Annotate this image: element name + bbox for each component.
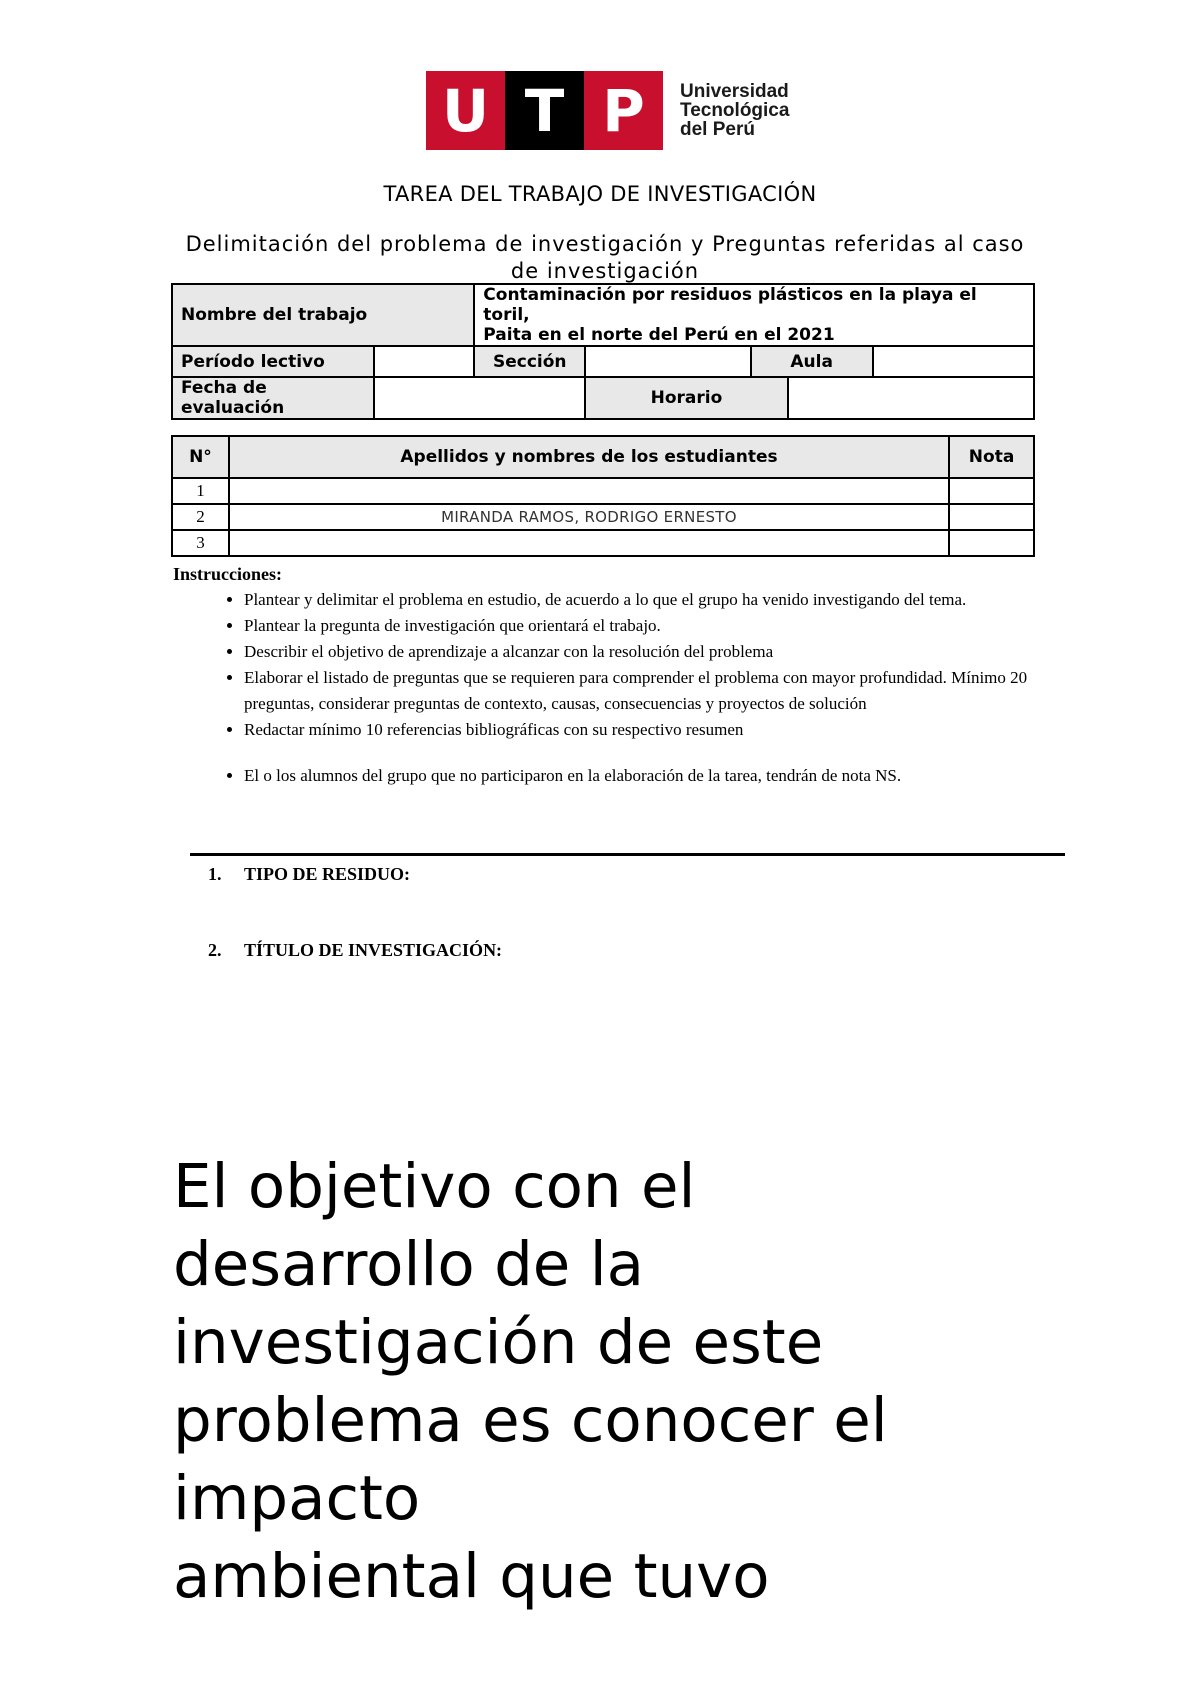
- logo-letter-u: U: [426, 71, 505, 150]
- list-item: • Elaborar el listado de preguntas que se requieren para comprender el problema con mayor profundidad. Mínimo 20 preguntas, considerar preguntas de contexto, causas, consecuencias y proyectos de solución: [244, 665, 1043, 717]
- horizontal-divider: [190, 853, 1065, 856]
- student-grade: [949, 530, 1034, 556]
- section-label: TÍTULO DE INVESTIGACIÓN:: [244, 940, 503, 960]
- work-name-value: [474, 284, 1034, 346]
- objective-line: ambiental que tuvo: [173, 1541, 770, 1612]
- col-name-header: Apellidos y nombres de los estudiantes: [229, 436, 949, 478]
- work-info-table: [171, 283, 1035, 420]
- section-residue-type: [208, 864, 410, 885]
- objective-line: impacto: [173, 1463, 421, 1534]
- logo-wordmark: [680, 82, 789, 139]
- section-number: 2.: [208, 940, 222, 960]
- row-number: 2: [172, 504, 229, 530]
- student-grade: [949, 478, 1034, 504]
- objective-line: investigación de este: [173, 1307, 824, 1378]
- student-name: [229, 478, 949, 504]
- work-name-line-2: Paita en el norte del Perú en el 2021: [483, 325, 835, 345]
- row-number: 1: [172, 478, 229, 504]
- instructions-title: Instrucciones:: [173, 564, 282, 584]
- students-table: [171, 435, 1035, 557]
- objective-paragraph: [173, 1148, 1173, 1616]
- logo-line-3: del Perú: [680, 119, 755, 140]
- work-name-label: Nombre del trabajo: [172, 284, 474, 346]
- objective-line: El objetivo con el: [173, 1151, 696, 1222]
- document-title: TAREA DEL TRABAJO DE INVESTIGACIÓN: [383, 182, 817, 206]
- objective-line: desarrollo de la: [173, 1229, 645, 1300]
- schedule-label: Horario: [585, 377, 788, 419]
- student-name: MIRANDA RAMOS, RODRIGO ERNESTO: [229, 504, 949, 530]
- student-grade: [949, 504, 1034, 530]
- evaluation-date-value: [374, 377, 586, 419]
- col-number-header: N°: [172, 436, 229, 478]
- list-item: • El o los alumnos del grupo que no participaron en la elaboración de la tarea, tendrán de nota NS.: [244, 763, 1043, 789]
- period-label: Período lectivo: [172, 346, 374, 377]
- instructions-list: [173, 587, 1043, 789]
- section-research-title: [208, 940, 502, 961]
- objective-line: problema es conocer el: [173, 1385, 888, 1456]
- logo-line-1: Universidad: [680, 81, 789, 102]
- schedule-value: [788, 377, 1034, 419]
- section-label: Sección: [474, 346, 585, 377]
- period-value: [374, 346, 475, 377]
- classroom-value: [873, 346, 1034, 377]
- section-number: 1.: [208, 864, 222, 884]
- list-item: • Plantear la pregunta de investigación que orientará el trabajo.: [244, 613, 1043, 639]
- logo-letter-t: T: [505, 71, 584, 150]
- section-value: [585, 346, 751, 377]
- table-row: [172, 504, 1034, 530]
- logo-letter-p: P: [584, 71, 663, 150]
- table-row: [172, 478, 1034, 504]
- section-label: TIPO DE RESIDUO:: [244, 864, 411, 884]
- instructions-block: [173, 564, 1043, 789]
- list-item: • Redactar mínimo 10 referencias bibliográficas con su respectivo resumen: [244, 717, 1043, 743]
- col-grade-header: Nota: [949, 436, 1034, 478]
- row-number: 3: [172, 530, 229, 556]
- work-name-line-1: Contaminación por residuos plásticos en la playa el toril,: [483, 285, 977, 325]
- student-name: [229, 530, 949, 556]
- classroom-label: Aula: [751, 346, 873, 377]
- document-subtitle: Delimitación del problema de investigación y Preguntas referidas al caso de investigación: [185, 232, 1025, 283]
- list-item: • Plantear y delimitar el problema en estudio, de acuerdo a lo que el grupo ha venido investigando del tema.: [244, 587, 1043, 613]
- evaluation-date-label: Fecha de evaluación: [172, 377, 374, 419]
- utp-logo: [426, 71, 789, 150]
- logo-line-2: Tecnológica: [680, 100, 790, 121]
- list-item: • Describir el objetivo de aprendizaje a alcanzar con la resolución del problema: [244, 639, 1043, 665]
- table-row: [172, 530, 1034, 556]
